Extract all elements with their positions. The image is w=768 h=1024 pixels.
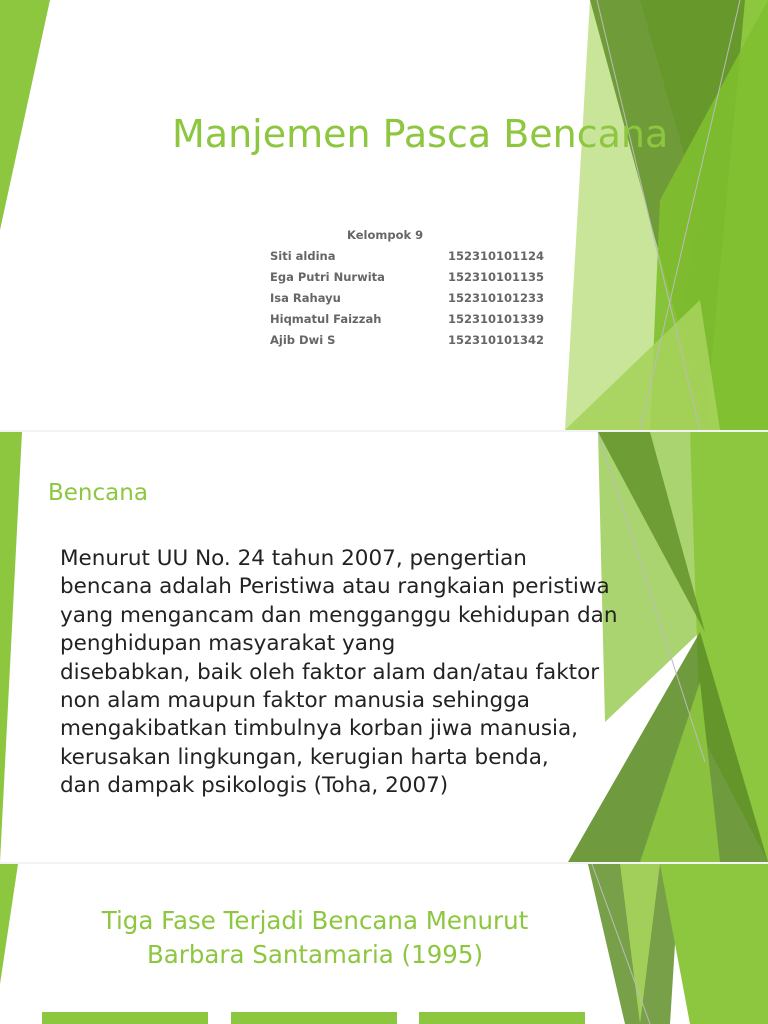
member-name: Siti aldina xyxy=(270,249,336,263)
member-name: Isa Rahayu xyxy=(270,291,341,305)
body-line: penghidupan masyarakat yang xyxy=(60,631,396,657)
green-triangle-decoration xyxy=(0,0,768,430)
member-name: Hiqmatul Faizzah xyxy=(270,312,382,326)
slide-title: Manjemen Pasca Bencana xyxy=(172,112,669,156)
heading-line: Tiga Fase Terjadi Bencana Menurut xyxy=(101,906,529,935)
heading-line: Barbara Santamaria (1995) xyxy=(146,940,484,969)
body-line: dan dampak psikologis (Toha, 2007) xyxy=(60,773,449,799)
definition-text xyxy=(60,545,680,801)
member-id: 152310101233 xyxy=(448,291,545,305)
member-id: 152310101124 xyxy=(448,249,545,263)
body-line: disebabkan, baik oleh faktor alam dan/atau faktor xyxy=(60,659,600,685)
member-name: Ega Putri Nurwita xyxy=(270,270,385,284)
definition-slide xyxy=(0,432,768,862)
phase-box xyxy=(419,1012,585,1024)
group-label: Kelompok 9 xyxy=(347,228,424,242)
member-name: Ajib Dwi S xyxy=(270,333,336,347)
body-line: yang mengancam dan mengganggu kehidupan dan xyxy=(60,602,618,628)
body-line: kerusakan lingkungan, kerugian harta benda, xyxy=(60,744,549,770)
phase-box xyxy=(42,1012,208,1024)
body-line: mengakibatkan timbulnya korban jiwa manusia, xyxy=(60,716,579,742)
body-line: non alam maupun faktor manusia sehingga xyxy=(60,688,530,714)
section-heading xyxy=(60,904,570,972)
member-id: 152310101339 xyxy=(448,312,545,326)
member-id: 152310101135 xyxy=(448,270,545,284)
section-heading: Bencana xyxy=(48,480,148,506)
member-id: 152310101342 xyxy=(448,333,545,347)
body-line: bencana adalah Peristiwa atau rangkaian peristiwa xyxy=(60,574,610,600)
body-line: Menurut UU No. 24 tahun 2007, pengertian xyxy=(60,546,527,571)
phase-box xyxy=(231,1012,397,1024)
phases-slide xyxy=(0,864,768,1024)
title-slide xyxy=(0,0,768,430)
